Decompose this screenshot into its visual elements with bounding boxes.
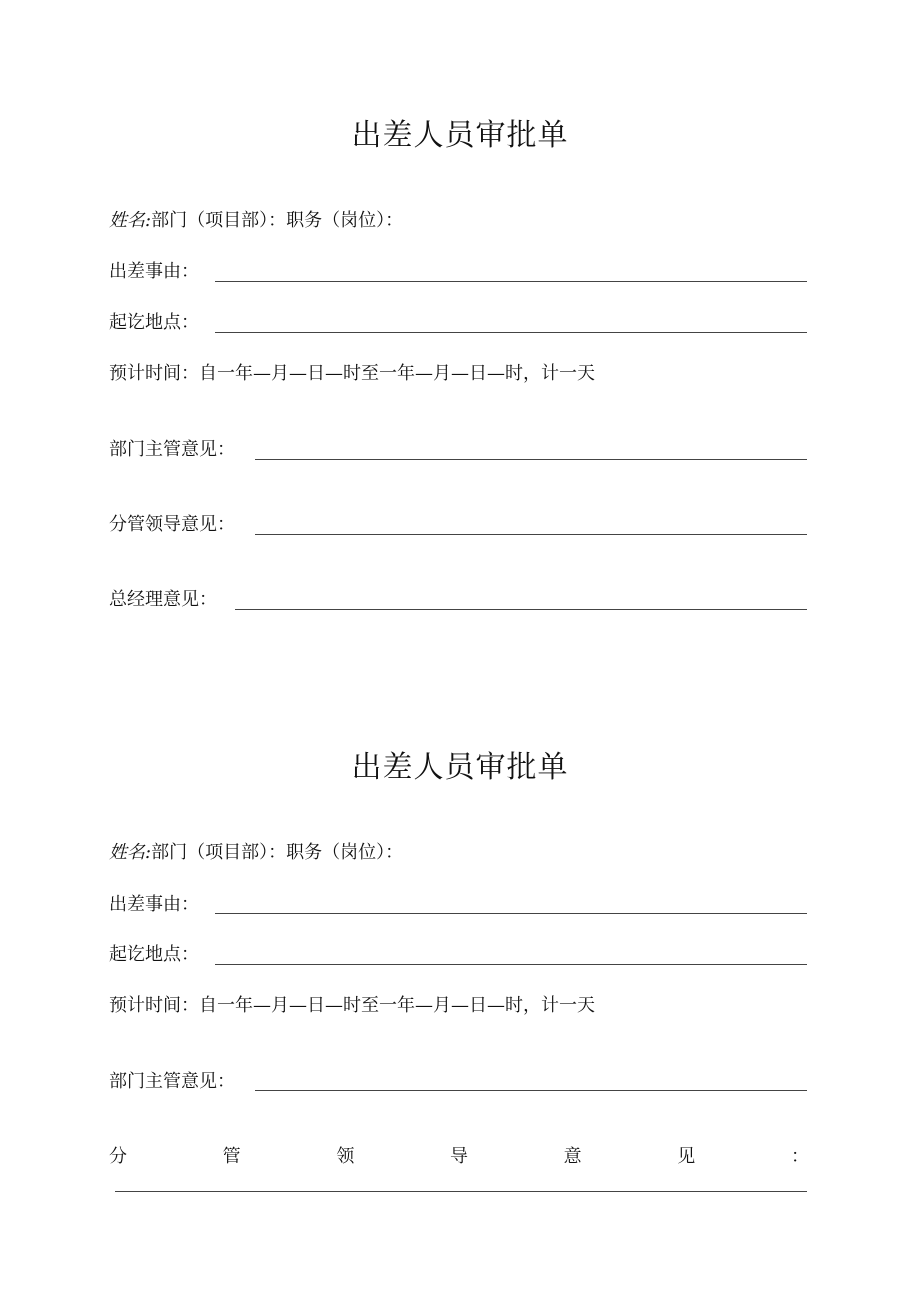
location-label: 起讫地点： xyxy=(109,944,199,965)
label-char: ： xyxy=(790,1146,809,1167)
name-label: 姓名: xyxy=(109,210,152,231)
deputy-leader-input-line[interactable] xyxy=(115,1191,807,1192)
label-char: 意 xyxy=(563,1146,582,1167)
dept-position-label: 部门（项目部）：职务（岗位）： xyxy=(151,842,404,863)
deputy-leader-label: 分管领导意见： xyxy=(109,514,235,535)
planned-time-line: 预计时间：自一年—月—日—时至一年—月—日—时，计一天 xyxy=(109,363,595,384)
reason-label: 出差事由： xyxy=(109,894,199,915)
dept-position-label: 部门（项目部）：职务（岗位）： xyxy=(151,210,404,231)
dept-manager-input-line[interactable] xyxy=(255,1090,807,1091)
dept-manager-label: 部门主管意见： xyxy=(109,439,235,460)
label-char: 见 xyxy=(677,1146,696,1167)
name-dept-line xyxy=(109,842,403,864)
label-char: 管 xyxy=(222,1146,241,1167)
planned-time-line: 预计时间：自一年—月—日—时至一年—月—日—时，计一天 xyxy=(109,995,595,1016)
deputy-leader-input-line[interactable] xyxy=(255,534,807,535)
location-label: 起讫地点： xyxy=(109,312,199,333)
gm-input-line[interactable] xyxy=(235,609,807,610)
reason-input-line[interactable] xyxy=(215,281,807,282)
location-input-line[interactable] xyxy=(215,964,807,965)
name-dept-line xyxy=(109,210,403,232)
location-input-line[interactable] xyxy=(215,332,807,333)
form-title: 出差人员审批单 xyxy=(351,118,569,153)
label-char: 分 xyxy=(109,1146,127,1167)
label-char: 领 xyxy=(336,1146,355,1167)
name-label: 姓名: xyxy=(109,842,152,863)
reason-input-line[interactable] xyxy=(215,913,807,914)
reason-label: 出差事由： xyxy=(109,261,199,282)
gm-label: 总经理意见： xyxy=(109,589,217,610)
dept-manager-input-line[interactable] xyxy=(255,459,807,460)
label-char: 导 xyxy=(449,1146,468,1167)
dept-manager-label: 部门主管意见： xyxy=(109,1071,235,1092)
form-title: 出差人员审批单 xyxy=(351,750,569,785)
deputy-leader-label-spread xyxy=(109,1146,809,1168)
